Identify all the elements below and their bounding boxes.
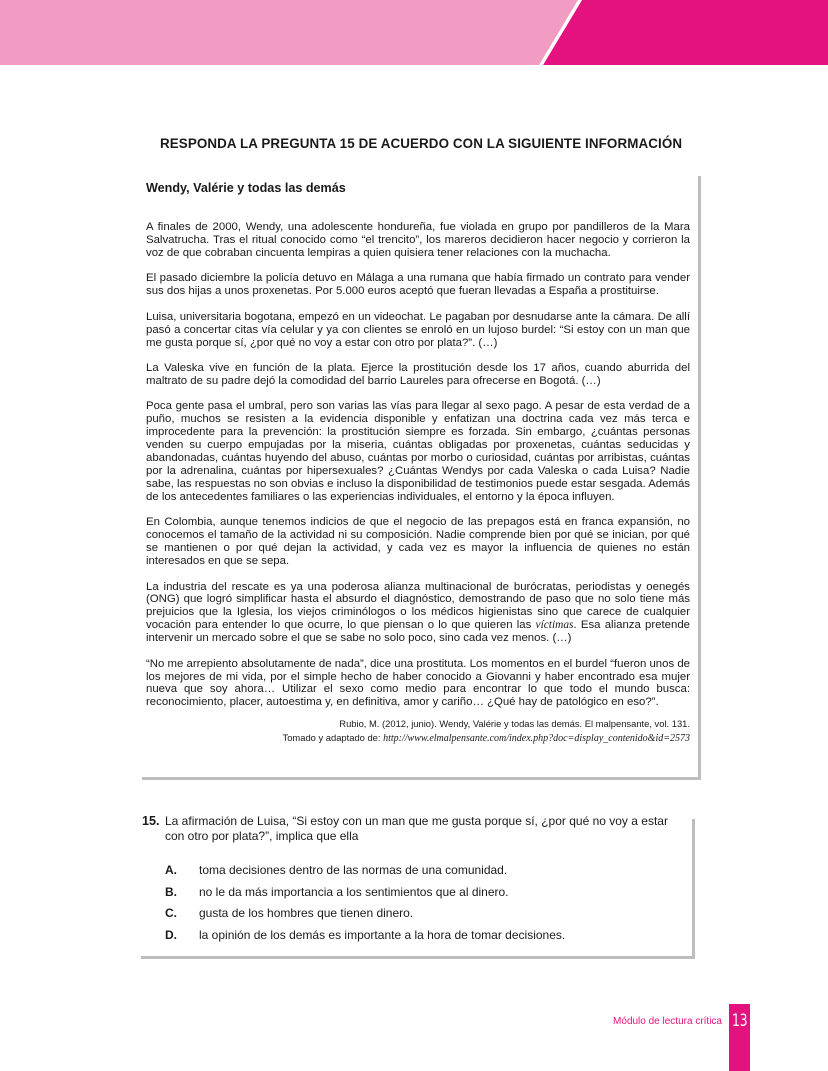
option-text: la opinión de los demás es importante a la hora de tomar decisiones. [199,927,566,942]
citation-url: http://www.elmalpensante.com/index.php?doc=display_contenido&id=2573 [383,733,690,745]
passage-paragraph: Poca gente pasa el umbral, pero son varias las vías para llegar al sexo pago. A pesar de esta verdad de a puño, muchos se resisten a la evidencia disponible y enfatizan una doctrina cada vez más terca e improcedente para la prevención: la prostitución siempre es forzada. Sin embargo, ¿cuántas personas venden su cuerpo empujadas por la miseria, cuántas obligadas por proxenetas, cuántas seducidas y abandonadas, cuántas huyendo del abuso, cuántas por morbo o curiosidad, cuántas por arribistas, cuántas por la adrenalina, cuántas por hipersexuales? ¿Cuántas Wendys por cada Valeska o cada Luisa? Nadie sabe, las respuestas no son obvias e incluso la disponibilidad de testimonios puede estar sesgada. Además de los antecedentes familiares o las experiencias individuales, el entorno y la época influyen. [146,400,690,503]
citation-reference: Rubio, M. (2012, junio). Wendy, Valérie y todas las demás. El malpensante, vol. 131. [339,718,690,730]
passage-text: . Esa alianza pretende intervenir un mercado sobre el que se sabe no solo poco, sino cada vez menos. (…) [146,619,690,645]
passage-text: La industria del rescate es ya una poderosa alianza multinacional de burócratas, periodistas y oenegés (ONG) que logró simplificar hasta el absurdo el diagnóstico, demostrando de paso que no solo tiene más prejuicios que la Iglesia, los viejos criminólogos o los médicos higienistas sino que carece de cualquier vocación para entender lo que ocurre, lo que piensan o lo que quieren las [146,580,690,632]
answer-option-b[interactable] [165,885,685,907]
option-letter: B. [165,884,177,899]
question-stem: La afirmación de Luisa, “Si estoy con un man que me gusta porque sí, ¿por qué no voy a estar con otro por plata?”, implica que ella [165,814,668,843]
passage-paragraph: Luisa, universitaria bogotana, empezó en un videochat. Le pagaban por desnudarse ante la cámara. De allí pasó a concertar citas vía celular y ya con clientes se enroló en un lujoso burdel: “Si estoy con un man que me gusta porque sí, ¿por qué no voy a estar con otro por plata?”. (…) [146,310,690,349]
question-number: 15. [142,814,160,828]
module-label: Módulo de lectura crítica [613,1016,722,1027]
passage-paragraph: “No me arrepiento absolutamente de nada”, dice una prostituta. Los momentos en el burdel “fueron unos de los mejores de mi vida, por el simple hecho de haber conocido a Giovanni y haber encontrado esa mujer nueva que soy ahora… Utilizar el sexo como medio para encontrar lo que todo el mundo busca: reconocimiento, placer, autoestima y, en definitiva, amor y cariño… ¿Qué hay de patológico en eso?”. [146,657,690,709]
answer-option-a[interactable] [165,863,685,885]
option-text: no le da más importancia a los sentimientos que al dinero. [199,884,509,899]
reading-passage [146,221,690,746]
question-instruction: RESPONDA LA PREGUNTA 15 DE ACUERDO CON LA SIGUIENTE INFORMACIÓN [160,136,683,151]
citation-prefix: Tomado y adaptado de: [282,732,384,744]
answer-option-d[interactable] [165,928,685,950]
option-text: gusta de los hombres que tienen dinero. [199,906,414,920]
passage-paragraph [146,581,690,646]
option-text: toma decisiones dentro de las normas de una comunidad. [199,863,508,877]
passage-paragraph: La Valeska vive en función de la plata. Ejerce la prostitución desde los 17 años, cuando aburrida del maltrato de su padre dejó la comodidad del barrio Laureles para ofrecerse en Bogotá. (…) [146,362,690,387]
passage-paragraph: El pasado diciembre la policía detuvo en Málaga a una rumana que había firmado un contrato para vender sus dos hijas a unos proxenetas. Por 5.000 euros aceptó que fueran llevadas a España a prostituirse. [146,272,690,298]
answer-options [165,863,685,949]
answer-option-c[interactable] [165,906,685,928]
header-banner [0,0,828,65]
option-letter: A. [165,863,177,877]
option-letter: D. [165,927,177,942]
emphasized-word: víctimas [535,619,574,632]
page-number: 13 [731,1011,748,1031]
header-magenta-wedge [543,0,828,65]
option-letter: C. [165,906,177,920]
passage-title: Wendy, Valérie y todas las demás [146,181,346,195]
passage-paragraph: A finales de 2000, Wendy, una adolescente hondureña, fue violada en grupo por pandilleros de la Mara Salvatrucha. Tras el ritual conocido como “el trencito”, los mareros decidieron hacer negocio y corrieron la voz de que cobraban cincuenta lempiras a quien quisiera tener relaciones con la muchacha. [146,221,690,259]
passage-paragraph: En Colombia, aunque tenemos indicios de que el negocio de las prepagos está en franca expansión, no conocemos el tamaño de la actividad ni su composición. Nadie comprende bien por qué se inician, por qué se mantienen o por qué dejan la actividad, y cada vez es mayor la influencia de quienes no están interesados en que se sepa. [146,516,690,567]
citation-source [146,731,690,746]
